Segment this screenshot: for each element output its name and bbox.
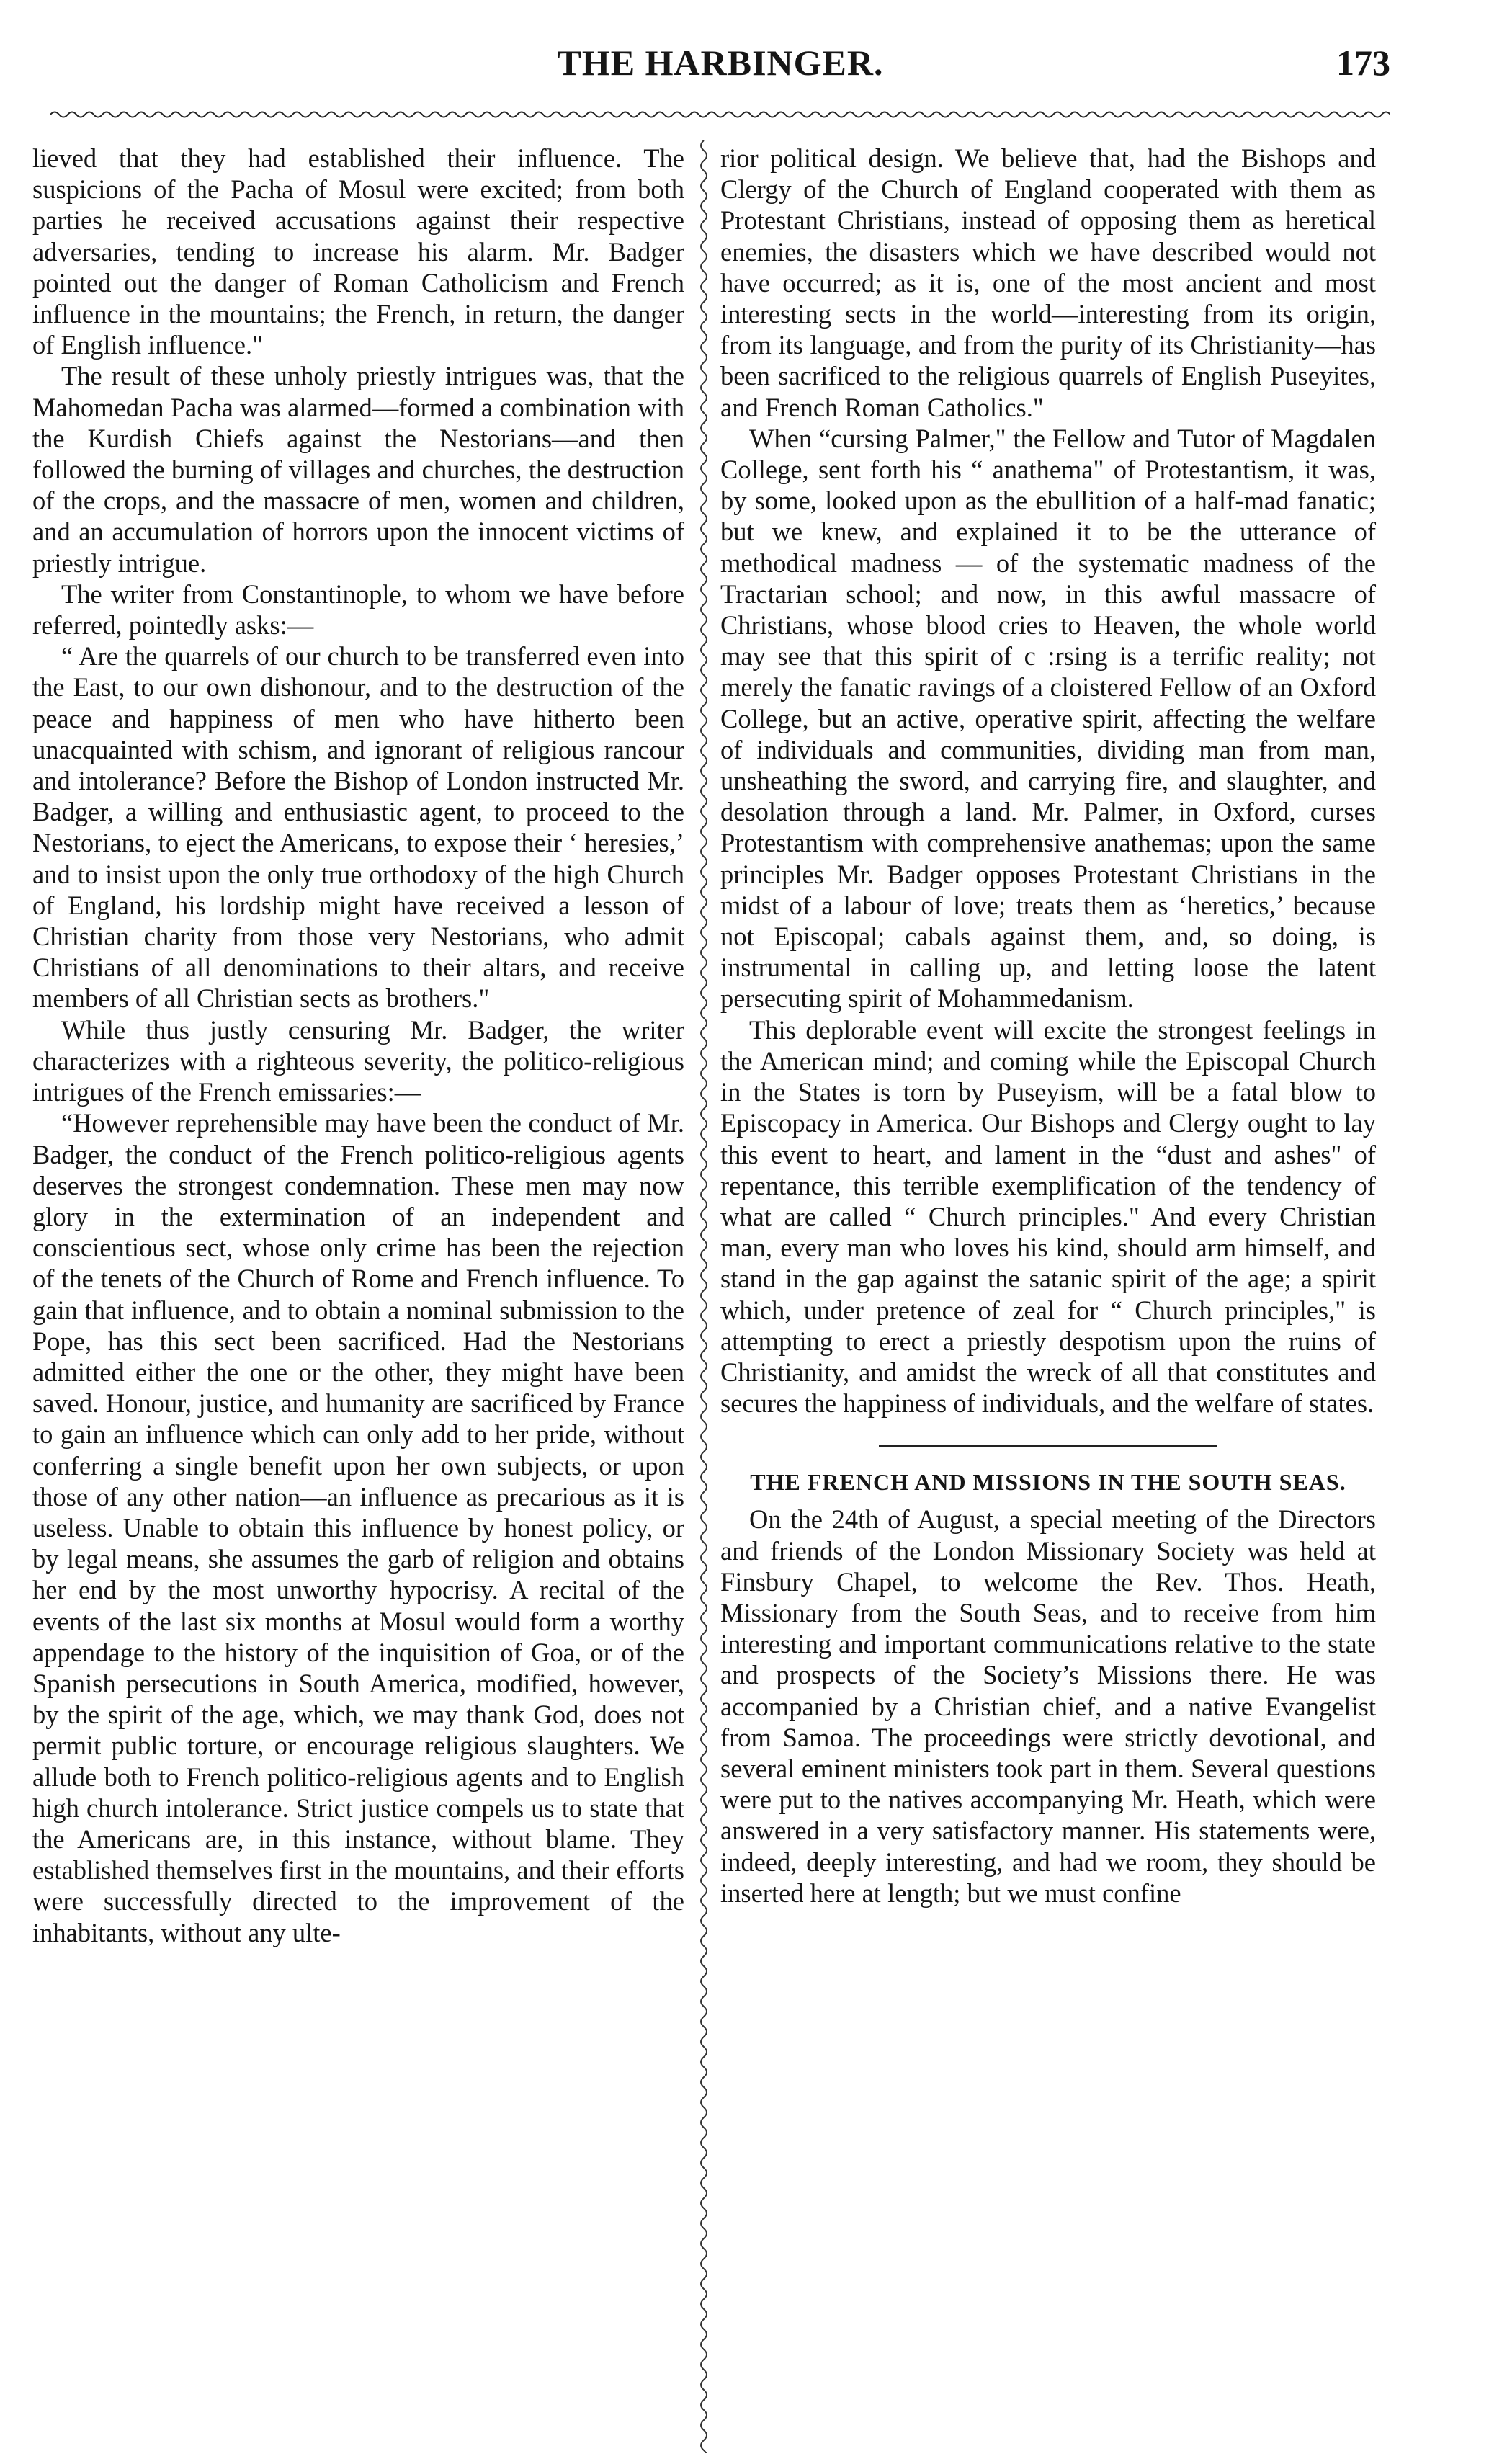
paragraph: The writer from Constantinople, to whom we have before referred, pointedly asks:— [32,579,684,640]
left-column [32,143,684,1948]
paragraph: On the 24th of August, a special meeting of the Directors and friends of the London Missionary Society was held at Finsbury Chapel, to welcome the Rev. Thos. Heath, Missionary from the South Seas, and to receive from him interesting and important communications relative to the state and prospects of the Society’s Missions there. He was accompanied by a Christian chief, and a native Evangelist from Samoa. The proceedings were strictly devotional, and several eminent ministers took part in them. Several questions were put to the natives accompanying Mr. Heath, which were answered in a very satisfactory manner. His statements were, indeed, deeply interesting, and had we room, they should be inserted here at length; but we must confine [720,1504,1376,1908]
paragraph: When “cursing Palmer," the Fellow and Tutor of Magdalen College, sent forth his “ anathema" of Protestantism, it was, by some, looked upon as the ebullition of a half-mad fanatic; but we knew, and explained it to be the utterance of methodical madness — of the systematic madness of the Tractarian school; and now, in this awful massacre of Christians, whose blood cries to Heaven, the whole world may see that this spirit of c :rsing is a terrific reality; not merely the fanatic ravings of a cloistered Fellow of an Oxford College, but an active, operative spirit, affecting the welfare of individuals and communities, dividing man from man, unsheathing the sword, and carrying fire, and slaughter, and desolation through a land. Mr. Palmer, in Oxford, curses Protestantism with comprehensive anathemas; upon the same principles Mr. Badger opposes Protestant Christians in the midst of a labour of love; treats them as ‘heretics,’ because not Episcopal; cabals against them, and, so doing, is instrumental in calling up, and letting loose the latent persecuting spirit of Mohammedanism. [720,423,1376,1014]
paragraph: “However reprehensible may have been the conduct of Mr. Badger, the conduct of the French politico-religious agents deserves the strongest condemnation. These men may now glory in the extermination of an independent and conscientious sect, whose only crime has been the rejection of the tenets of the Church of Rome and French influence. To gain that influence, and to obtain a nominal submission to the Pope, has this sect been sacrificed. Had the Nestorians admitted either the one or the other, they might have been saved. Honour, justice, and humanity are sacrificed by France to gain an influence which can only add to her pride, without conferring a single benefit upon her own subjects, or upon those of any other nation—an influence as precarious as it is useless. Unable to obtain this influence by honest policy, or by legal means, she assumes the garb of religion and obtains her end by the most unworthy hypocrisy. A recital of the events of the last six months at Mosul would form a worthy appendage to the history of the inquisition of Goa, or of the Spanish persecutions in South America, modified, however, by the spirit of the age, which, we may thank God, does not permit public torture, or encourage religious slaughters. We allude both to French politico-religious agents and to English high church intolerance. Strict justice compels us to state that the Americans are, in this instance, without blame. They established themselves first in the mountains, and their efforts were successfully directed to the improvement of the inhabitants, without any ulte- [32,1108,684,1947]
section-heading: THE FRENCH AND MISSIONS IN THE SOUTH SEAS. [750,1469,1346,1496]
page-header [50,42,1390,107]
column-divider [695,140,712,2453]
page-number: 173 [1336,43,1390,83]
paragraph: lieved that they had established their influence. The suspicions of the Pacha of Mosul were excited; from both parties he received accusations against their respective adversaries, tending to increase his alarm. Mr. Badger pointed out the danger of Roman Catholicism and French influence in the mountains; the French, in return, the danger of English influence." [32,143,684,360]
right-column [720,143,1376,1909]
running-title: THE HARBINGER. [557,43,884,83]
section-rule [879,1445,1217,1447]
paragraph: rior political design. We believe that, had the Bishops and Clergy of the Church of England cooperated with them as Protestant Christians, instead of opposing them as heretical enemies, the disasters which we have described would not have occurred; as it is, one of the most ancient and most interesting sects in the world—interesting from its origin, from its language, and from the purity of its Christianity—has been sacrificed to the religious quarrels of English Puseyites, and French Roman Catholics." [720,143,1376,422]
paragraph: The result of these unholy priestly intrigues was, that the Mahomedan Pacha was alarmed—formed a combination with the Kurdish Chiefs against the Nestorians—and then followed the burning of villages and churches, the destruction of the crops, and the massacre of men, women and children, and an accumulation of horrors upon the innocent victims of priestly intrigue. [32,361,684,578]
paragraph: This deplorable event will excite the strongest feelings in the American mind; and coming while the Episcopal Church in the States is torn by Puseyism, will be a fatal blow to Episcopacy in America. Our Bishops and Clergy ought to lay this event to heart, and lament in the “dust and ashes" of repentance, this terrible exemplification of the tendency of what are called “ Church principles." And every Christian man, every man who loves his kind, should arm himself, and stand in the gap against the satanic spirit of the age; a spirit which, under pretence of zeal for “ Church principles," is attempting to erect a priestly despotism upon the ruins of Christianity, and amidst the wreck of all that constitutes and secures the happiness of individuals, and the welfare of states. [720,1014,1376,1419]
paragraph: “ Are the quarrels of our church to be transferred even into the East, to our own dishonour, and to the destruction of the peace and happiness of men who have hitherto been unacquainted with schism, and ignorant of religious rancour and intolerance? Before the Bishop of London instructed Mr. Badger, a willing and enthusiastic agent, to proceed to the Nestorians, to eject the Americans, to expose their ‘ heresies,’ and to insist upon the only true orthodoxy of the high Church of England, his lordship might have received a lesson of Christian charity from those very Nestorians, who admit Christians of all denominations to their altars, and receive members of all Christian sects as brothers." [32,641,684,1014]
paragraph: While thus justly censuring Mr. Badger, the writer characterizes with a righteous severity, the politico-religious intrigues of the French emissaries:— [32,1014,684,1107]
wavy-rule [50,108,1390,121]
